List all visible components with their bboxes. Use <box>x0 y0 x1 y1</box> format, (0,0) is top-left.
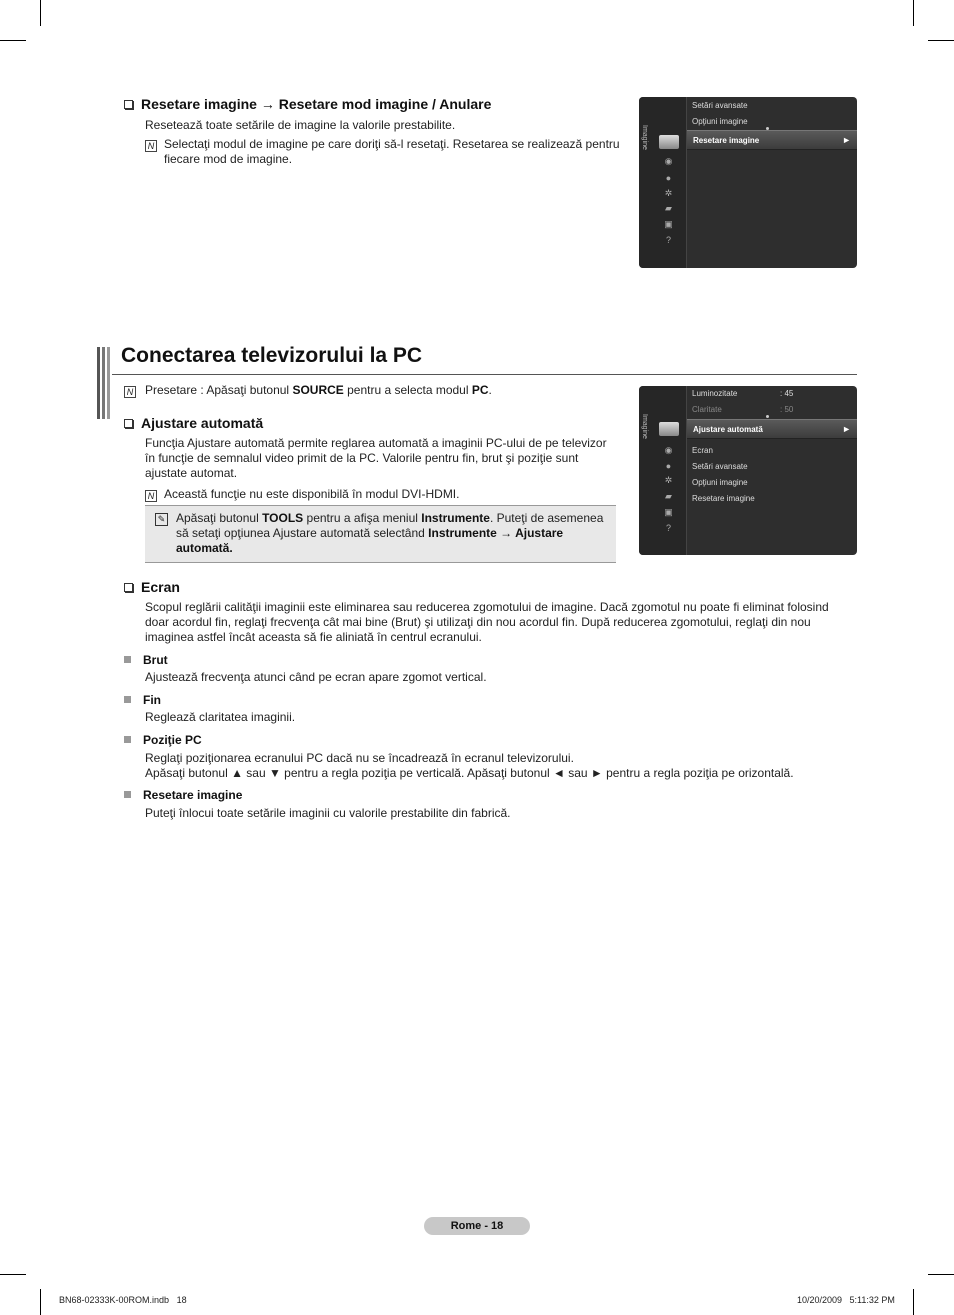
footer-filename: BN68-02333K-00ROM.indb 18 <box>59 1295 187 1305</box>
chapter-bar <box>102 347 105 419</box>
tv-menu-reset <box>639 97 857 268</box>
sound-icon: ◉ <box>664 156 673 166</box>
picture-icon <box>659 422 679 436</box>
ecran-description: Scopul reglării calităţii imaginii este eliminarea sau reducerea zgomotului de imagine. Dacă zgomotul nu poate fi eliminat folosind doar acordul fin, reglaţi frecvenţa cât mai bine (Brut) şi utilizaţi din nou acordul fin. După reducerea zgomotului, reglaţi din nou imaginea astfel încât aceasta să fie aliniată în centrul ecranului. <box>145 600 829 644</box>
checkbox-bullet-icon <box>124 100 133 109</box>
section-heading-reset: Resetare imagine → Resetare mod imagine / Anulare <box>124 96 491 112</box>
crop-mark <box>40 1289 41 1315</box>
chapter-title: Conectarea televizorului la PC <box>121 344 423 367</box>
sound-icon: ◉ <box>664 445 673 455</box>
square-bullet-icon <box>124 696 131 703</box>
tools-tip-box <box>145 505 616 563</box>
menu-item[interactable]: Opţiuni imagine <box>692 478 748 487</box>
auto-adjust-note: Această funcţie nu este disponibilă în modul DVI-HDMI. <box>164 487 460 501</box>
checkbox-bullet-icon <box>124 583 133 592</box>
crop-mark <box>0 40 26 41</box>
application-icon: ▣ <box>664 219 673 229</box>
arrow-right-icon: ► <box>842 135 851 145</box>
scroll-dot <box>766 415 769 418</box>
menu-sidebar <box>639 97 687 268</box>
crop-mark <box>913 1289 914 1315</box>
chapter-rule <box>112 374 857 375</box>
footer-datetime: 10/20/2009 5:11:32 PM <box>797 1295 895 1305</box>
tv-menu-auto-adjust <box>639 386 857 555</box>
subsection-brut: Brut Ajustează frecvenţa atunci când pe ecran apare zgomot vertical. <box>124 653 487 685</box>
tools-tip-text: Apăsaţi butonul TOOLS pentru a afişa meniul Instrumente. Puteţi de asemenea să setaţi opţiunea Ajustare automată selectând Instrumente → Ajustare automată. <box>176 511 604 555</box>
chapter-bar <box>97 347 100 419</box>
menu-item-selected[interactable]: Ajustare automată ► <box>687 419 857 439</box>
auto-adjust-description: Funcţia Ajustare automată permite reglarea automată a imaginii PC-ului de pe televizor în funcţie de semnalul video primit de la PC. Valorile pentru fin, brut şi poziţie sunt ajustate automat. <box>145 436 607 480</box>
menu-category-label: Imagine <box>641 414 648 439</box>
section-heading-auto-adjust: Ajustare automată <box>124 415 263 431</box>
setup-icon: ✲ <box>664 475 673 485</box>
menu-item[interactable]: Setări avansate <box>692 101 748 110</box>
note-icon: N <box>145 488 157 502</box>
crop-mark <box>40 0 41 26</box>
setup-icon: ✲ <box>664 188 673 198</box>
preset-note: Presetare : Apăsaţi butonul SOURCE pentru a selecta modul PC. <box>145 383 492 397</box>
square-bullet-icon <box>124 791 131 798</box>
page-number-badge: Rome - 18 <box>424 1217 530 1235</box>
note-icon: N <box>124 384 136 398</box>
support-icon: ? <box>665 523 671 533</box>
crop-mark <box>0 1274 26 1275</box>
checkbox-bullet-icon <box>124 419 133 428</box>
tools-icon: ✎ <box>155 513 168 526</box>
crop-mark <box>928 1274 954 1275</box>
subsection-fin: Fin Reglează claritatea imaginii. <box>124 693 295 725</box>
square-bullet-icon <box>124 736 131 743</box>
menu-item-brightness[interactable]: Luminozitate : 45 <box>692 389 794 398</box>
menu-category-label: Imagine <box>641 125 648 150</box>
subsection-pozitie-pc: Poziţie PC Reglaţi poziţionarea ecranului PC dacă nu se încadrează în ecranul televizorului. Apăsaţi butonul ▲ sau ▼ pentru a regla poziţia pe verticală. Apăsaţi butonul ◄ sau ► pentru a regla poziţia pe orizontală. <box>124 733 794 781</box>
menu-item[interactable]: Ecran <box>692 446 713 455</box>
application-icon: ▣ <box>664 507 673 517</box>
note-icon: N <box>145 138 157 152</box>
crop-mark <box>913 0 914 26</box>
menu-sidebar <box>639 386 687 555</box>
crop-mark <box>928 40 954 41</box>
channel-icon: ● <box>665 461 672 471</box>
section-heading-ecran: Ecran <box>124 579 180 595</box>
menu-item[interactable]: Resetare imagine <box>692 494 755 503</box>
chapter-bar <box>107 347 110 419</box>
subsection-resetare: Resetare imagine Puteţi înlocui toate setările imaginii cu valorile prestabilite din fabrică. <box>124 788 511 821</box>
reset-description: Resetează toate setările de imagine la valorile prestabilite. <box>145 118 456 132</box>
menu-item[interactable]: Opţiuni imagine <box>692 117 748 126</box>
menu-item-selected[interactable]: Resetare imagine ► <box>687 130 857 150</box>
picture-icon <box>659 135 679 149</box>
channel-icon: ● <box>665 173 672 183</box>
arrow-right-icon: ► <box>842 424 851 434</box>
support-icon: ? <box>665 235 671 245</box>
menu-item-sharpness[interactable]: Claritate : 50 <box>692 405 794 414</box>
input-icon: ▰ <box>665 491 672 501</box>
square-bullet-icon <box>124 656 131 663</box>
input-icon: ▰ <box>665 203 672 213</box>
menu-item[interactable]: Setări avansate <box>692 462 748 471</box>
reset-note: Selectaţi modul de imagine pe care doriţi să-l resetaţi. Resetarea se realizează pentru fiecare mod de imagine. <box>164 137 620 166</box>
